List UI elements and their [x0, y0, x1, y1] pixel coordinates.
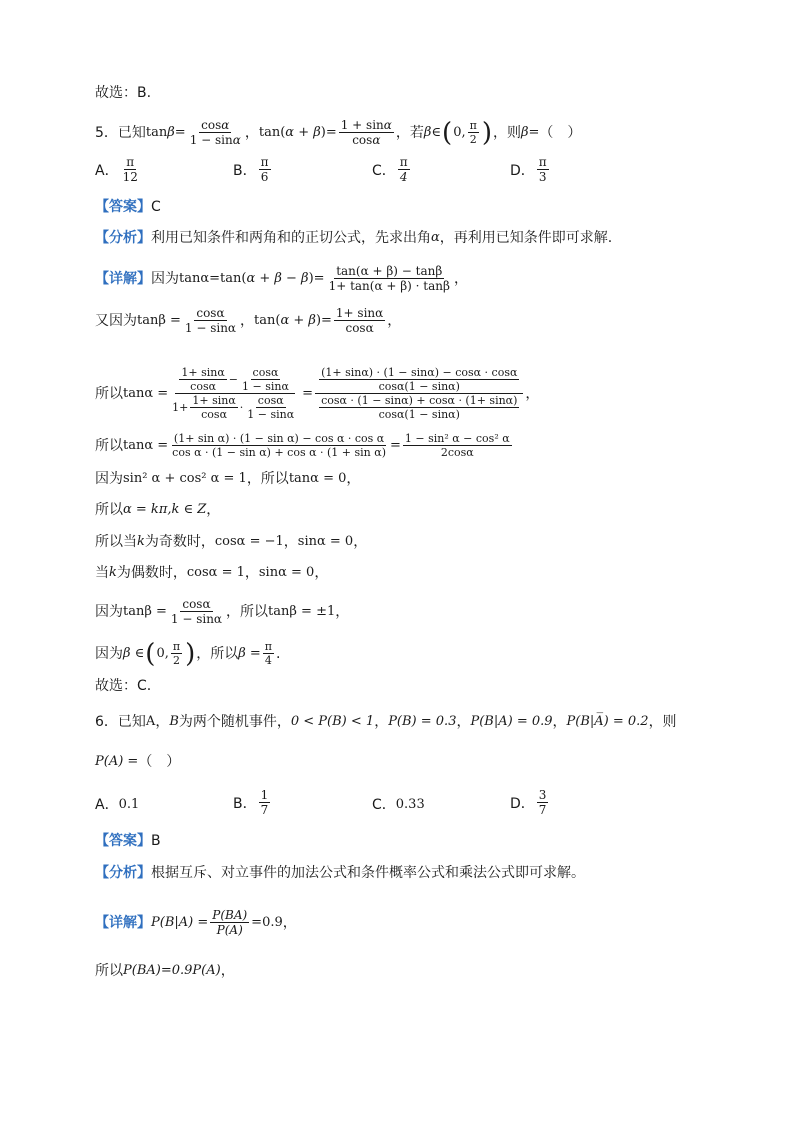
line-suoyi-2: 所以 tanα = $\frac{\text{(1+ sin α) · (1 − sin α) − cos α · cos α}}{\text{cos α · (1 − sin α) + cos α · (1 + sin α)}}$ = $\frac{\text{1 − sin² α − cos² α}}{2\cos\alpha}$	[95, 432, 510, 459]
detail-6: 【详解】 P(B|A) = $\frac{P(BA)}{P(A)}$ =0.9 ，	[95, 908, 297, 937]
line-you-yinwei: 又因为 tanβ = $\frac{\cos\alpha}{1 - \sin\alpha}$ ， tan ( α + β ) = $\frac{1+ \sin\alpha}{\cos\alpha}$ ，	[95, 306, 402, 335]
question-5: 5．已知 tan β = $\frac{\cos\alpha}{1 - \sin\alpha}$ ， tan ( α + β ) = $\frac{1 + \sin\alpha}{\cos\alpha}$ ，若 β ∈ ( 0, $\frac{\pi}{2}$ ) ，则 β = （ ）	[95, 117, 582, 148]
option-c[interactable]: C． $\frac{\pi}{4}$	[372, 155, 408, 184]
fraction: $\frac{\pi}{3}$	[538, 155, 547, 184]
option-d[interactable]: D． $\frac{3}{7}$	[510, 788, 547, 817]
line-alpha-k: 所以 α = kπ,k ∈ Z ，	[95, 502, 221, 518]
line-tanbeta: 因为 tanβ = $\frac{\cos\alpha}{1 - \sin\alpha}$ ，所以 tanβ = ±1 ，	[95, 597, 350, 626]
line-identity: 因为 sin² α + cos² α = 1 ，所以 tanα = 0 ，	[95, 471, 361, 487]
line-even: 当 k 为偶数时， cosα = 1 ， sinα = 0 ，	[95, 565, 329, 581]
fraction: $\frac{\text{1 − sin² α − cos² α}}{2\cos\alpha}$	[404, 432, 510, 459]
fraction: $\frac{\pi}{12}$	[122, 155, 138, 184]
analysis-6: 【分析】 根据互斥、对立事件的加法公式和条件概率公式和乘法公式即可求解。	[95, 865, 585, 881]
fraction: $\frac{\cos\alpha}{1 - \sin\alpha}$	[170, 597, 223, 626]
fraction: $\frac{\pi}{2}$	[172, 640, 181, 667]
conclusion-line-2: 故选：C.	[95, 678, 152, 694]
line-odd: 所以当 k 为奇数时， cosα = −1 ， sinα = 0 ，	[95, 534, 368, 550]
fraction: $\frac{\pi}{4}$	[399, 155, 408, 184]
analysis-5: 【分析】 利用已知条件和两角和的正切公式，先求出角 α ，再利用已知条件即可求解.	[95, 230, 613, 246]
compound-fraction: $\frac{1+ \sin\alpha}{\cos\alpha}$ − $\frac{\cos\alpha}{1 - \sin\alpha}$ 1+ $\frac{1+ \sin\alpha}{\cos\alpha}$ · $\frac{\cos\alpha}{1 - \sin\alpha}$	[172, 366, 295, 421]
option-a[interactable]: A． $\frac{\pi}{12}$	[95, 155, 138, 184]
fraction: $\frac{\text{(1+ sin α) · (1 − sin α) − cos α · cos α}}{\text{cos α · (1 − sin α) + cos α · (1 + sin α)}}$	[172, 432, 386, 459]
fraction: $\frac{1+ \sin\alpha}{\cos\alpha}$	[335, 306, 384, 335]
answer-6: 【答案】 B	[95, 833, 161, 849]
line-beta: 因为 β ∈ ( 0, $\frac{\pi}{2}$ ) ，所以 β = $\frac{\pi}{4}$ .	[95, 638, 281, 669]
option-b[interactable]: B． $\frac{1}{7}$	[233, 788, 269, 817]
fraction: $\frac{\pi}{4}$	[264, 640, 273, 667]
question-6-cont: P(A) = （ ）	[95, 754, 181, 770]
line-suoyi-1: 所以 tanα = $\frac{1+ \sin\alpha}{\cos\alpha}$ − $\frac{\cos\alpha}{1 - \sin\alpha}$ 1+ $\frac{1+ \sin\alpha}{\cos\alpha}$ · $\frac{\cos\alpha}{1 - \sin\alpha}$ = $\frac{\frac{(1+ \sin\alpha) \cdot (1 - \sin\alpha) - \cos\alpha \cdot \cos\alpha}{\cos\alpha(1 - \sin\alpha)}}{\frac{\cos\alpha \cdot (1 - \sin\alpha) + \cos\alpha \cdot (1+ \sin\alpha)}{\cos\alpha(1 - \sin\alpha)}}$ ，	[95, 366, 540, 421]
compound-fraction: $\frac{\frac{(1+ \sin\alpha) \cdot (1 - \sin\alpha) - \cos\alpha \cdot \cos\alpha}{\cos\alpha(1 - \sin\alpha)}}{\frac{\cos\alpha \cdot (1 - \sin\alpha) + \cos\alpha \cdot (1+ \sin\alpha)}{\cos\alpha(1 - \sin\alpha)}}$	[315, 366, 523, 421]
fraction: $\frac{1 + \sin\alpha}{\cos\alpha}$	[340, 118, 392, 147]
option-a[interactable]: A． 0.1	[95, 796, 140, 813]
answer-5: 【答案】 C	[95, 199, 161, 215]
fraction: $\frac{\cos\alpha}{1 - \sin\alpha}$	[184, 306, 237, 335]
conclusion-line: 故选：B.	[95, 85, 152, 101]
fraction: $\frac{\tan(\alpha + \beta) - \tan\beta}{1+ \tan(\alpha + \beta) \cdot \tan\beta}$	[328, 264, 450, 293]
fraction: $\frac{1}{7}$	[260, 788, 269, 817]
detail-5: 【详解】 因为 tanα=tan ( α + β − β ) = $\frac{\tan(\alpha + \beta) - \tan\beta}{1+ \tan(\alpha + \beta) \cdot \tan\beta}$ ，	[95, 264, 468, 293]
option-c[interactable]: C． 0.33	[372, 796, 425, 813]
fraction: $\frac{3}{7}$	[538, 788, 547, 817]
fraction: $\frac{\pi}{6}$	[260, 155, 269, 184]
line-last: 所以 P(BA)=0.9P(A) ，	[95, 963, 235, 979]
option-b[interactable]: B． $\frac{\pi}{6}$	[233, 155, 269, 184]
option-d[interactable]: D． $\frac{\pi}{3}$	[510, 155, 547, 184]
question-6: 6．已知 A ， B 为两个随机事件， 0 < P(B) < 1 ， P(B) = 0.3 ， P(B|A) = 0.9 ， P(B|A̅) = 0.2 ，则	[95, 714, 677, 730]
fraction: $\frac{\cos\alpha}{1 - \sin\alpha}$	[189, 118, 241, 147]
fraction: $\frac{P(BA)}{P(A)}$	[212, 908, 248, 937]
fraction: $\frac{\pi}{2}$	[469, 119, 477, 146]
